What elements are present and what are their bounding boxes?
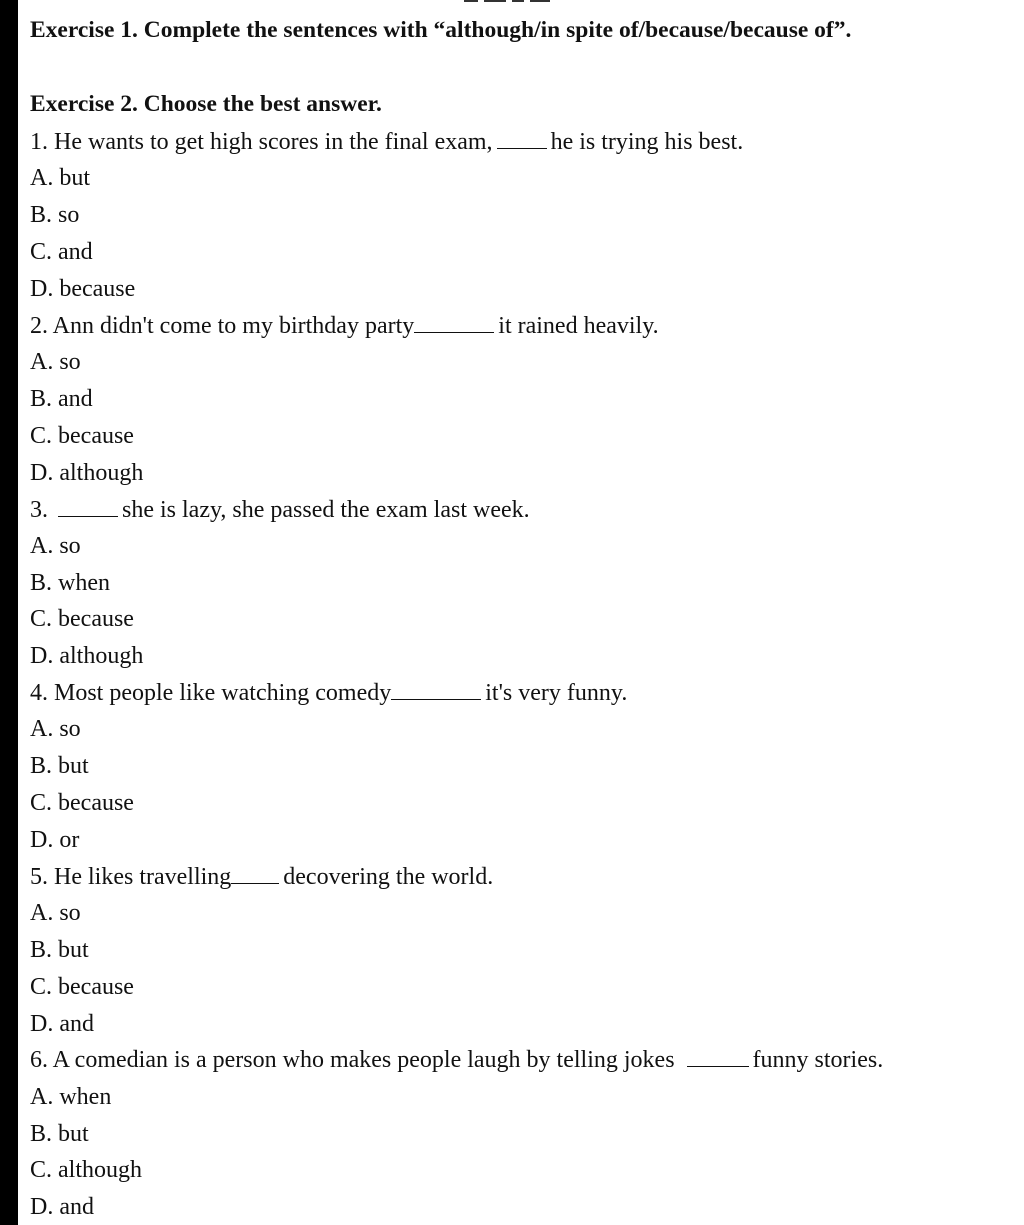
answer-blank	[391, 698, 481, 700]
question-5	[30, 865, 493, 889]
answer-blank	[414, 331, 494, 333]
question-2-option-c: C. because	[30, 423, 134, 449]
question-6-text-after: funny stories.	[752, 1047, 884, 1073]
question-1	[30, 130, 743, 154]
question-6	[30, 1048, 883, 1072]
question-4-option-c: C. because	[30, 790, 134, 816]
answer-blank	[58, 515, 118, 517]
question-3-text-before: 3.	[30, 497, 48, 523]
question-2-option-d: D. although	[30, 460, 144, 486]
question-2-text-before: 2. Ann didn't come to my birthday party	[30, 313, 415, 339]
question-6-option-c: C. although	[30, 1157, 142, 1183]
question-2-option-a: A. so	[30, 349, 81, 375]
question-3	[30, 498, 530, 522]
question-3-option-b: B. when	[30, 570, 110, 596]
question-5-option-c: C. because	[30, 974, 134, 1000]
question-6-option-a: A. when	[30, 1084, 112, 1110]
question-5-option-b: B. but	[30, 937, 89, 963]
question-3-text-after: she is lazy, she passed the exam last week.	[122, 497, 530, 523]
exercise-2-title: Exercise 2. Choose the best answer.	[30, 91, 382, 117]
answer-blank	[687, 1065, 749, 1067]
question-1-option-d: D. because	[30, 276, 136, 302]
question-3-option-d: D. although	[30, 643, 144, 669]
question-5-option-a: A. so	[30, 900, 81, 926]
exercise-1-title: Exercise 1. Complete the sentences with “although/in spite of/because/because of”.	[30, 17, 852, 43]
question-1-option-a: A. but	[30, 165, 90, 191]
question-1-text-after: he is trying his best.	[550, 129, 744, 155]
question-4-text-after: it's very funny.	[485, 680, 628, 706]
worksheet-page	[18, 0, 1024, 1225]
question-2-text-after: it rained heavily.	[498, 313, 659, 339]
question-4-text-before: 4. Most people like watching comedy	[30, 680, 392, 706]
question-6-text-before: 6. A comedian is a person who makes people laugh by telling jokes	[30, 1047, 675, 1073]
question-5-text-after: decovering the world.	[283, 864, 494, 890]
question-1-option-b: B. so	[30, 202, 80, 228]
question-4-option-b: B. but	[30, 753, 89, 779]
question-1-option-c: C. and	[30, 239, 93, 265]
answer-blank	[231, 882, 279, 884]
question-2	[30, 314, 659, 338]
question-4-option-d: D. or	[30, 827, 80, 853]
question-3-option-a: A. so	[30, 533, 81, 559]
question-4-option-a: A. so	[30, 716, 81, 742]
question-5-option-d: D. and	[30, 1011, 94, 1037]
question-2-option-b: B. and	[30, 386, 93, 412]
question-4	[30, 681, 627, 705]
answer-blank	[497, 147, 547, 149]
question-6-option-b: B. but	[30, 1121, 89, 1147]
cropped-text-fragment	[464, 0, 570, 4]
question-6-option-d: D. and	[30, 1194, 94, 1220]
question-5-text-before: 5. He likes travelling	[30, 864, 232, 890]
question-3-option-c: C. because	[30, 606, 134, 632]
question-1-text-before: 1. He wants to get high scores in the final exam,	[30, 129, 493, 155]
